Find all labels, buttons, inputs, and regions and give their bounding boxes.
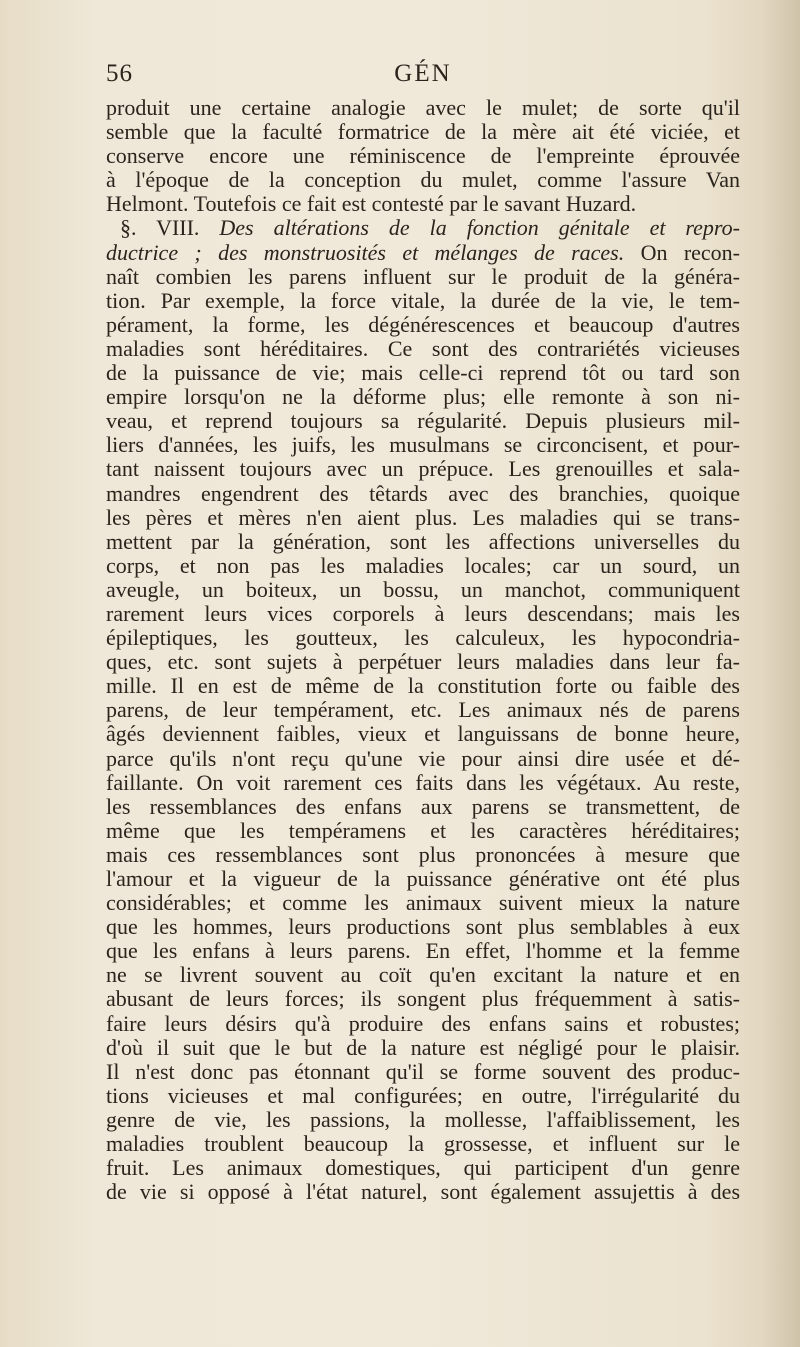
text-line: considérables; et comme les animaux suivent mieux la nature: [106, 891, 740, 916]
text-line: semble que la faculté formatrice de la mère ait été viciée, et: [106, 120, 740, 145]
section-title-continued: ductrice ; des monstruosités et mélanges de races.: [106, 240, 625, 265]
text-line: rarement leurs vices corporels à leurs descendans; mais les: [106, 601, 740, 626]
text-line: maladies sont héréditaires. Ce sont des contrariétés vicieuses: [106, 336, 740, 361]
text-line: pérament, la forme, les dégénérescences et beaucoup d'autres: [106, 312, 740, 337]
text-line: mettent par la génération, sont les affections universelles du: [106, 529, 740, 554]
text-fragment: On recon-: [640, 240, 740, 265]
text-line: tion. Par exemple, la force vitale, la durée de la vie, le tem-: [106, 288, 740, 313]
body-text: [106, 96, 740, 1204]
text-line: genre de vie, les passions, la mollesse, l'affaiblissement, les: [106, 1107, 740, 1132]
text-line: ne se livrent souvent au coït qu'en excitant la nature et en: [106, 963, 740, 988]
text-line: tions vicieuses et mal configurées; en outre, l'irrégularité du: [106, 1083, 740, 1108]
text-line: corps, et non pas les maladies locales; car un sourd, un: [106, 553, 740, 578]
text-line: abusant de leurs forces; ils songent plus fréquemment à satis-: [106, 987, 740, 1012]
text-line: naît combien les parens influent sur le produit de la généra-: [106, 264, 740, 289]
text-line: liers d'années, les juifs, les musulmans se circoncisent, et pour-: [106, 433, 740, 458]
text-line: maladies troublent beaucoup la grossesse, et influent sur le: [106, 1132, 740, 1157]
text-line: Helmont. Toutefois ce fait est contesté par le savant Huzard.: [106, 192, 637, 217]
text-line: de vie si opposé à l'état naturel, sont également assujettis à des: [106, 1180, 740, 1205]
text-line: que les enfans à leurs parens. En effet, l'homme et la femme: [106, 939, 740, 964]
text-line: parce qu'ils n'ont reçu qu'une vie pour ainsi dire usée et dé-: [106, 746, 740, 771]
text-line: tant naissent toujours avec un prépuce. Les grenouilles et sala-: [106, 457, 740, 482]
running-head: GÉN: [394, 60, 452, 87]
text-line: fruit. Les animaux domestiques, qui participent d'un genre: [106, 1156, 740, 1181]
text-line: veau, et reprend toujours sa régularité. Depuis plusieurs mil-: [106, 409, 740, 434]
text-line: épileptiques, les goutteux, les calculeux, les hypocondria-: [106, 626, 740, 651]
text-line: Il n'est donc pas étonnant qu'il se forme souvent des produc-: [106, 1059, 740, 1084]
text-line: conserve encore une réminiscence de l'empreinte éprouvée: [106, 144, 740, 169]
page-number: 56: [106, 60, 133, 87]
text-line: aveugle, un boiteux, un bossu, un manchot, communiquent: [106, 577, 740, 602]
text-line: l'amour et la vigueur de la puissance générative ont été plus: [106, 867, 740, 891]
page-header: [106, 60, 740, 100]
text-line: parens, de leur tempérament, etc. Les animaux nés de parens: [106, 698, 740, 723]
text-line: mais ces ressemblances sont plus prononcées à mesure que: [106, 842, 740, 867]
text-line: à l'époque de la conception du mulet, comme l'assure Van: [106, 168, 740, 193]
text-line: d'où il suit que le but de la nature est négligé pour le plaisir.: [106, 1035, 740, 1060]
text-line: produit une certaine analogie avec le mulet; de sorte qu'il: [106, 96, 740, 120]
text-line: faire leurs désirs qu'à produire des enfans sains et robustes;: [106, 1011, 740, 1036]
page-edge-shadow: [760, 0, 800, 1347]
text-line: âgés deviennent faibles, vieux et languissans de bonne heure,: [106, 722, 740, 747]
text-line: de la puissance de vie; mais celle-ci reprend tôt ou tard son: [106, 361, 740, 386]
section-heading-line: [106, 216, 740, 240]
text-line: ques, etc. sont sujets à perpétuer leurs maladies dans leur fa-: [106, 650, 740, 675]
text-line: les pères et mères n'en aient plus. Les maladies qui se trans-: [106, 505, 740, 530]
text-line: mandres engendrent des têtards avec des branchies, quoique: [106, 481, 740, 506]
text-line: même que les tempéramens et les caractères héréditaires;: [106, 818, 740, 843]
text-line: faillante. On voit rarement ces faits dans les végétaux. Au reste,: [106, 770, 740, 795]
section-heading-line: [106, 241, 740, 265]
text-line: mille. Il en est de même de la constitution forte ou faible des: [106, 674, 740, 699]
text-line: que les hommes, leurs productions sont plus semblables à eux: [106, 915, 740, 940]
text-line: empire lorsqu'on ne la déforme plus; elle remonte à son ni-: [106, 385, 740, 410]
text-line: les ressemblances des enfans aux parens se transmettent, de: [106, 794, 740, 819]
section-number: §. VIII.: [120, 216, 200, 241]
section-title: Des altérations de la fonction génitale et repro-: [219, 216, 740, 241]
